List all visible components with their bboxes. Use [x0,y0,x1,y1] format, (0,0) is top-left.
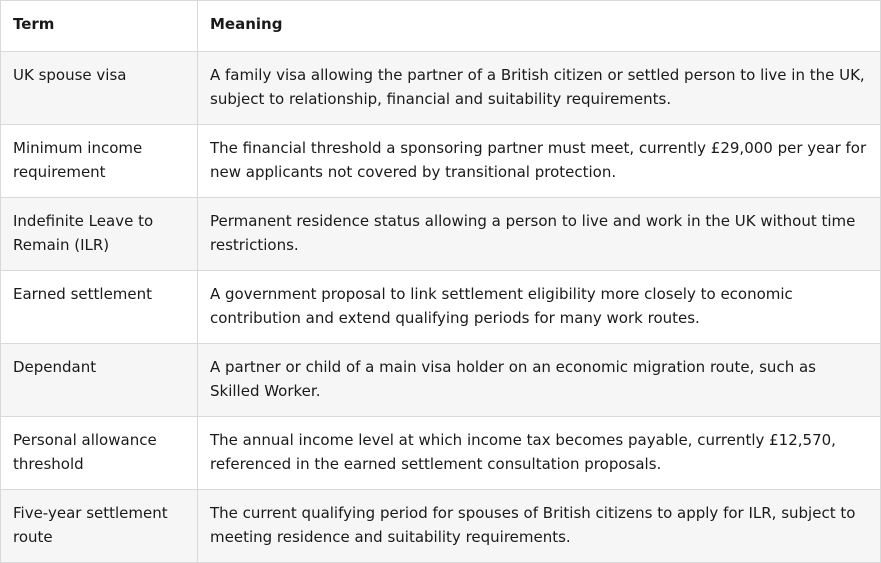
table-body [1,52,881,563]
table-row [1,417,881,490]
meaning-cell: Permanent residence status allowing a person to live and work in the UK without time restrictions. [198,198,881,271]
meaning-cell: The financial threshold a sponsoring partner must meet, currently £29,000 per year for new applicants not covered by transitional protection. [198,125,881,198]
meaning-cell: A partner or child of a main visa holder on an economic migration route, such as Skilled Worker. [198,344,881,417]
table-row [1,198,881,271]
term-cell: UK spouse visa [1,52,198,125]
table-row [1,125,881,198]
meaning-cell: A government proposal to link settlement eligibility more closely to economic contribution and extend qualifying periods for many work routes. [198,271,881,344]
meaning-cell: The annual income level at which income tax becomes payable, currently £12,570, referenced in the earned settlement consultation proposals. [198,417,881,490]
header-meaning: Meaning [198,1,881,52]
term-cell: Personal allowance threshold [1,417,198,490]
table-header [1,1,881,52]
table-row [1,271,881,344]
meaning-cell: A family visa allowing the partner of a British citizen or settled person to live in the UK, subject to relationship, financial and suitability requirements. [198,52,881,125]
table-row [1,52,881,125]
term-cell: Indefinite Leave to Remain (ILR) [1,198,198,271]
table-row [1,490,881,563]
header-term: Term [1,1,198,52]
table-row [1,344,881,417]
term-cell: Five-year settlement route [1,490,198,563]
term-cell: Minimum income requirement [1,125,198,198]
meaning-cell: The current qualifying period for spouses of British citizens to apply for ILR, subject to meeting residence and suitability requirements. [198,490,881,563]
term-cell: Earned settlement [1,271,198,344]
header-row [1,1,881,52]
term-cell: Dependant [1,344,198,417]
